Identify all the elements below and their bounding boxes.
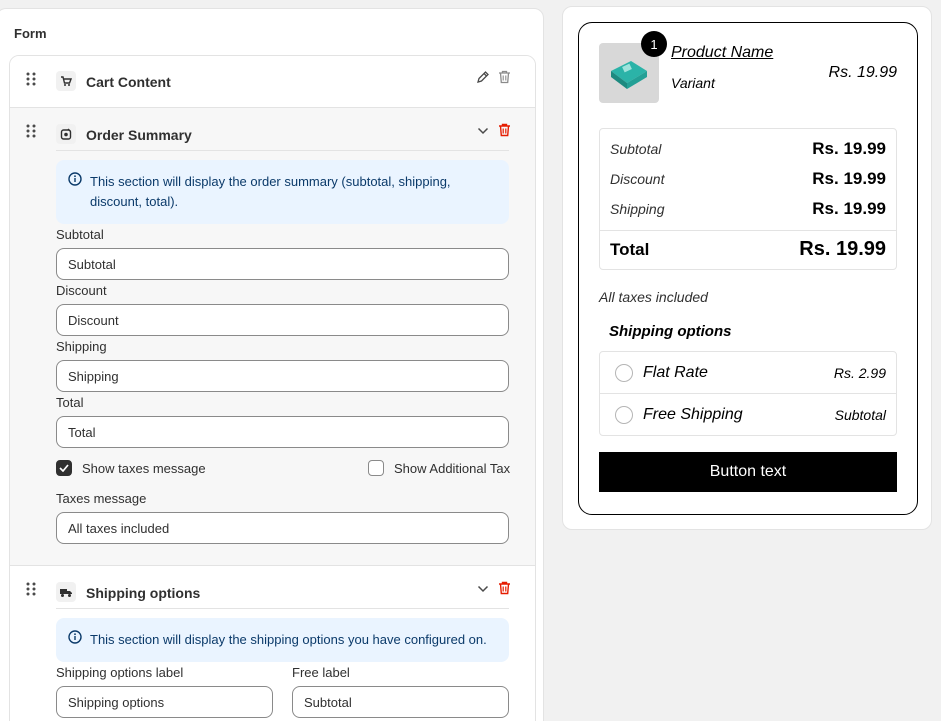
shipping-label: Shipping xyxy=(56,339,107,354)
section-title-cart: Cart Content xyxy=(86,74,171,90)
summary-discount-value: Rs. 19.99 xyxy=(812,169,886,188)
chevron-down-icon[interactable] xyxy=(474,122,492,140)
summary-subtotal-label: Subtotal xyxy=(610,141,662,157)
free-label: Free label xyxy=(292,665,350,680)
shipping-option-free-shipping[interactable] xyxy=(600,394,896,436)
section-order-summary xyxy=(10,108,535,566)
checkbox-unchecked-icon[interactable] xyxy=(368,460,384,476)
delete-trash-icon[interactable] xyxy=(495,121,513,139)
drag-handle-icon[interactable] xyxy=(26,124,36,138)
taxes-message-label: Taxes message xyxy=(56,491,147,506)
cart-icon xyxy=(56,71,76,91)
summary-total-value: Rs. 19.99 xyxy=(799,238,886,260)
shipping-option-price: Rs. 2.99 xyxy=(833,364,886,381)
section-divider xyxy=(56,150,509,151)
summary-subtotal-value: Rs. 19.99 xyxy=(812,139,886,158)
shipping-options-label-input[interactable]: Shipping options xyxy=(56,686,273,718)
radio-button[interactable] xyxy=(615,406,633,424)
info-banner-text: This section will display the shipping options you have configured on. xyxy=(90,632,487,647)
show-additional-tax-checkbox[interactable] xyxy=(368,460,510,476)
discount-label: Discount xyxy=(56,283,107,298)
summary-shipping-label: Shipping xyxy=(610,201,665,217)
discount-input[interactable]: Discount xyxy=(56,304,509,336)
info-banner-text: This section will display the order summary (subtotal, shipping, discount, total). xyxy=(90,174,451,209)
info-icon xyxy=(68,630,82,650)
show-taxes-label: Show taxes message xyxy=(82,460,206,476)
shipping-options-title: Shipping options xyxy=(609,323,732,340)
drag-handle-icon[interactable] xyxy=(26,72,36,86)
quantity-badge: 1 xyxy=(641,31,667,57)
info-banner xyxy=(56,618,509,662)
section-title-shipping: Shipping options xyxy=(86,585,201,601)
shipping-input[interactable]: Shipping xyxy=(56,360,509,392)
taxes-message-input[interactable]: All taxes included xyxy=(56,512,509,544)
subtotal-label: Subtotal xyxy=(56,227,104,242)
section-title-summary: Order Summary xyxy=(86,127,192,143)
shipping-options-label: Shipping options label xyxy=(56,665,184,680)
order-summary-box xyxy=(599,128,897,270)
receipt-icon xyxy=(56,124,76,144)
taxes-message: All taxes included xyxy=(599,289,708,305)
info-banner xyxy=(56,160,509,224)
radio-button[interactable] xyxy=(615,364,633,382)
shipping-option-name: Free Shipping xyxy=(643,406,743,423)
section-shipping-options xyxy=(10,566,535,721)
total-label: Total xyxy=(56,395,84,410)
shipping-option-name: Flat Rate xyxy=(643,363,708,381)
form-sections xyxy=(9,55,536,721)
chevron-down-icon[interactable] xyxy=(474,580,492,598)
show-additional-tax-label: Show Additional Tax xyxy=(394,460,511,476)
summary-row-total xyxy=(610,238,886,261)
summary-discount-label: Discount xyxy=(610,171,665,187)
summary-row-shipping xyxy=(610,199,886,219)
product-name-link[interactable]: Product Name xyxy=(671,44,774,61)
shipping-options-list xyxy=(599,351,897,436)
form-title: Form xyxy=(14,26,47,41)
summary-row-discount xyxy=(610,169,886,189)
preview-panel xyxy=(562,6,932,530)
info-icon xyxy=(68,172,82,192)
checkout-button[interactable]: Button text xyxy=(599,452,897,492)
checkbox-checked-icon[interactable] xyxy=(56,460,72,476)
summary-divider xyxy=(600,230,896,231)
edit-pencil-icon[interactable] xyxy=(474,68,492,86)
drag-handle-icon[interactable] xyxy=(26,582,36,596)
truck-icon xyxy=(56,582,76,602)
total-input[interactable]: Total xyxy=(56,416,509,448)
delete-trash-icon[interactable] xyxy=(495,579,513,597)
shipping-option-flat-rate[interactable] xyxy=(600,352,896,394)
summary-total-label: Total xyxy=(610,239,650,259)
shipping-option-price: Subtotal xyxy=(834,407,886,423)
section-divider xyxy=(56,608,509,609)
subtotal-input[interactable]: Subtotal xyxy=(56,248,509,280)
preview-card xyxy=(578,22,918,515)
summary-row-subtotal xyxy=(610,139,886,159)
product-variant: Variant xyxy=(671,75,715,91)
section-cart-content[interactable] xyxy=(10,56,535,108)
free-label-input[interactable]: Subtotal xyxy=(292,686,509,718)
delete-trash-icon[interactable] xyxy=(495,68,513,86)
show-taxes-checkbox[interactable] xyxy=(56,460,206,476)
product-price: Rs. 19.99 xyxy=(828,64,897,81)
summary-shipping-value: Rs. 19.99 xyxy=(812,199,886,218)
form-editor-panel xyxy=(0,8,544,721)
